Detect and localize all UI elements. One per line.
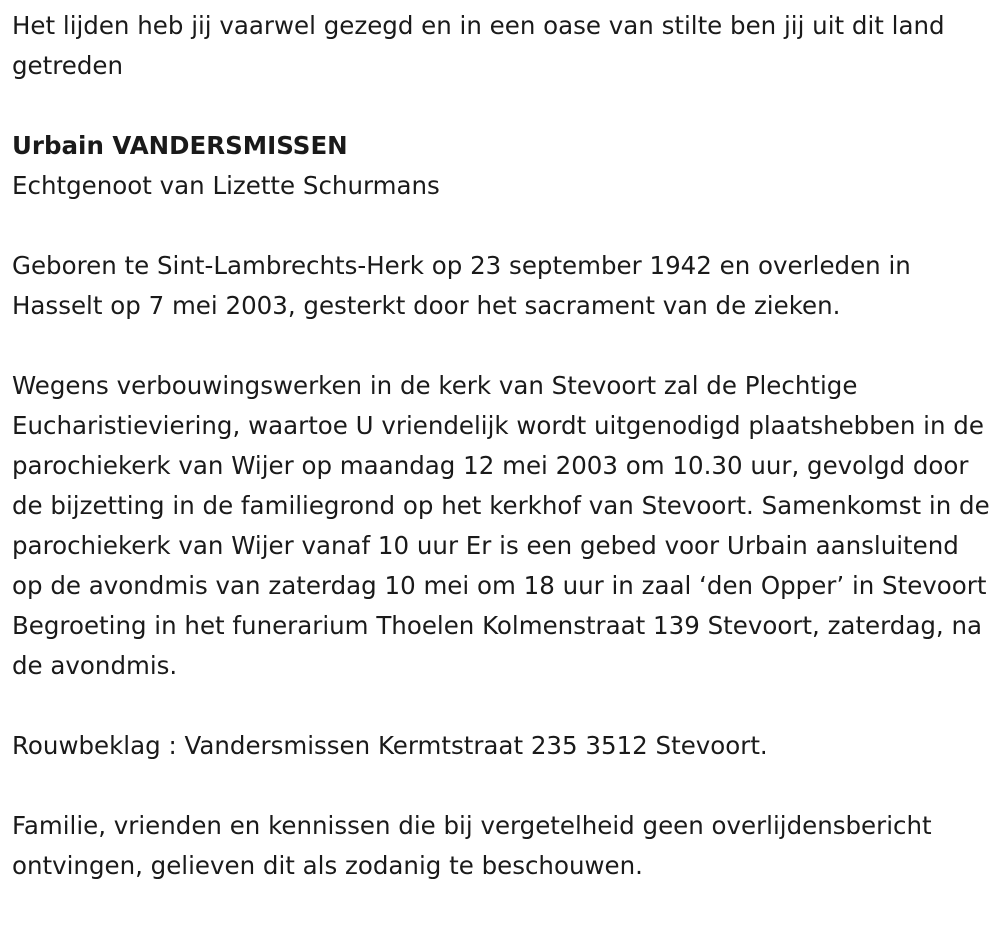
birth-death-paragraph: Geboren te Sint-Lambrechts-Herk op 23 september 1942 en overleden in Hasselt op 7 mei 2003, gesterkt door het sacrament van de zieken. — [12, 251, 911, 320]
spouse-line: Echtgenoot van Lizette Schurmans — [12, 171, 440, 200]
opening-quote: Het lijden heb jij vaarwel gezegd en in een oase van stilte ben jij uit dit land getreden — [12, 11, 945, 80]
spacer — [12, 766, 992, 806]
closing-paragraph: Familie, vrienden en kennissen die bij vergetelheid geen overlijdensbericht ontvingen, gelieven dit als zodanig te beschouwen. — [12, 811, 932, 880]
spacer — [12, 206, 992, 246]
spacer — [12, 86, 992, 126]
ceremony-paragraph: Wegens verbouwingswerken in de kerk van Stevoort zal de Plechtige Eucharistieviering, waartoe U vriendelijk wordt uitgenodigd plaatshebben in de parochiekerk van Wijer op maandag 12 mei 2003 om 10.30 uur, gevolgd door de bijzetting in de familiegrond op het kerkhof van Stevoort. Samenkomst in de parochiekerk van Wijer vanaf 10 uur Er is een gebed voor Urbain aansluitend op de avondmis van zaterdag 10 mei om 18 uur in zaal ‘den Opper’ in Stevoort Begroeting in het funerarium Thoelen Kolmenstraat 139 Stevoort, zaterdag, na de avondmis. — [12, 371, 990, 680]
deceased-name: Urbain VANDERSMISSEN — [12, 131, 348, 160]
spacer — [12, 686, 992, 726]
obituary-notice — [12, 6, 992, 886]
spacer — [12, 326, 992, 366]
condolences-address: Rouwbeklag : Vandersmissen Kermtstraat 235 3512 Stevoort. — [12, 731, 768, 760]
